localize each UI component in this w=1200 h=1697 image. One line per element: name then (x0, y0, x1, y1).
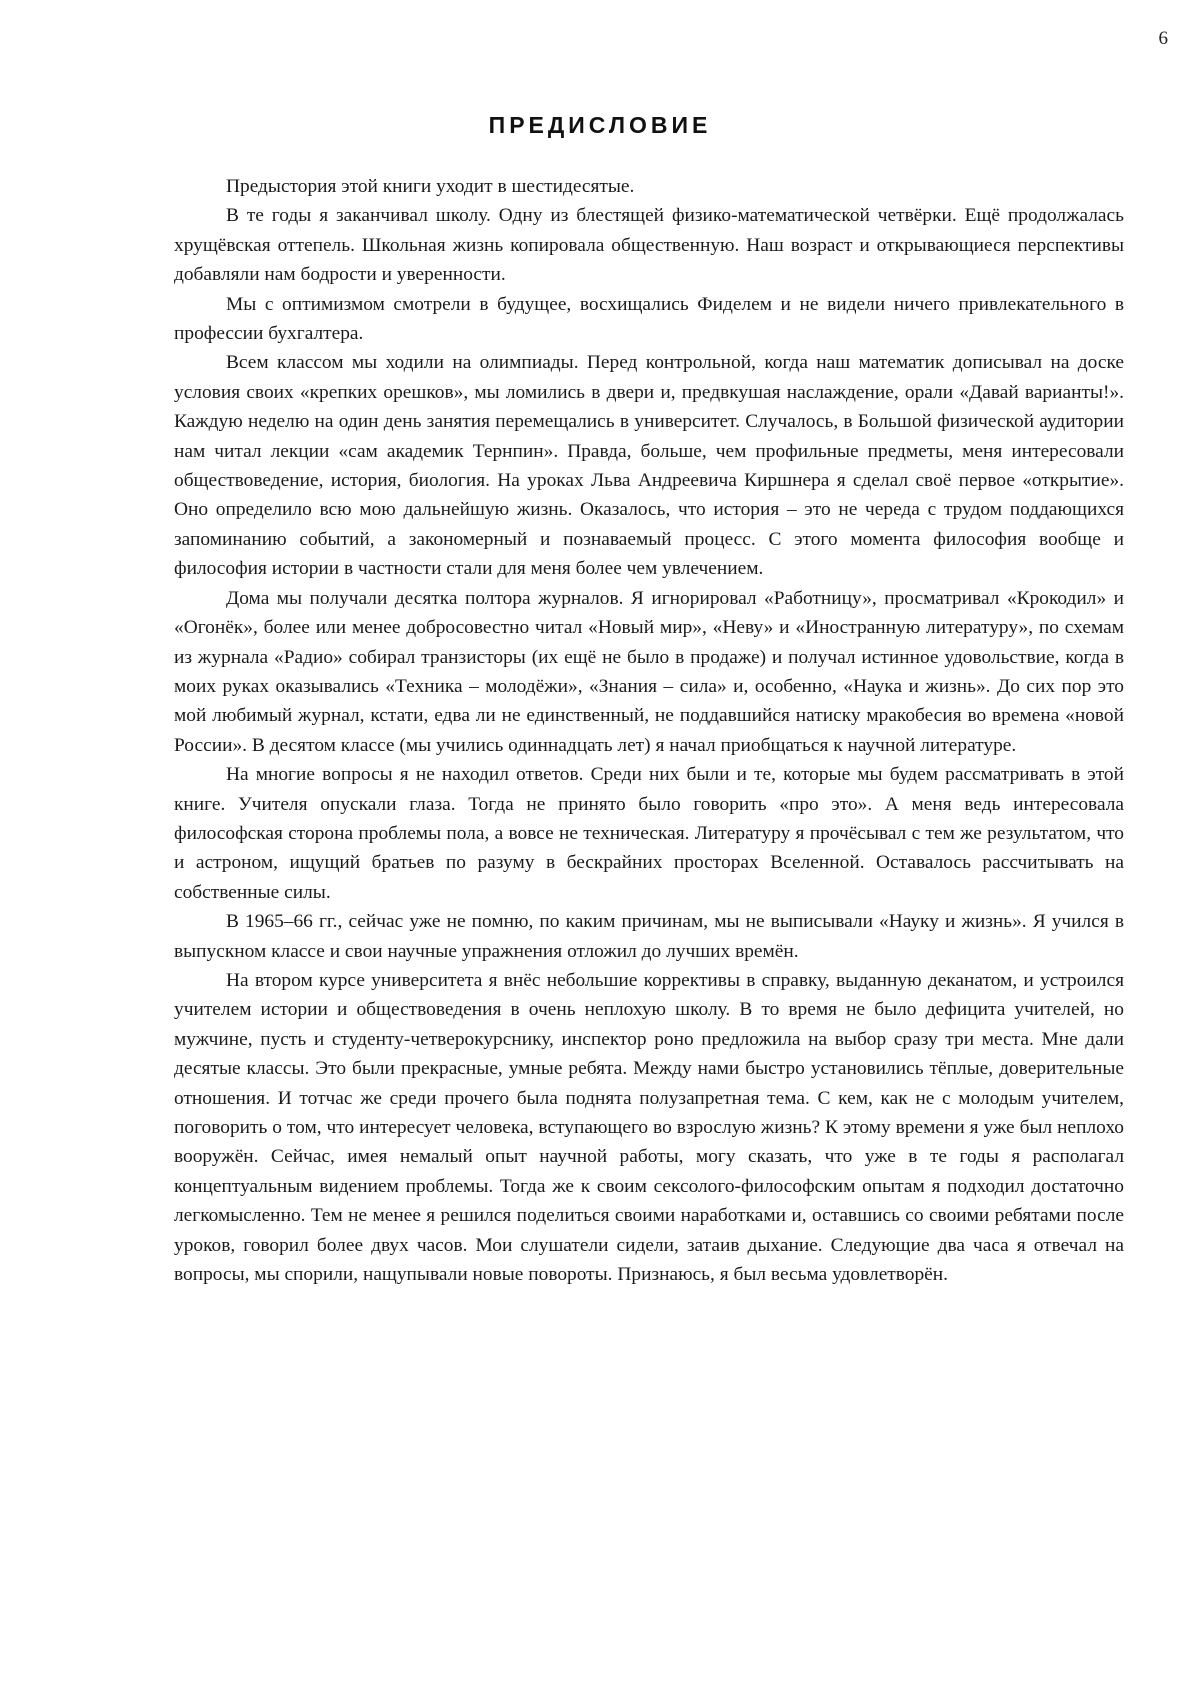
chapter-heading: ПРЕДИСЛОВИЕ (488, 112, 712, 138)
page-number: 6 (1158, 28, 1168, 49)
paragraph: В 1965–66 гг., сейчас уже не помню, по каким причинам, мы не выписывали «Науку и жизнь». Я учился в выпускном классе и свои научные упражнения отложил до лучших времён. (174, 911, 1124, 962)
paragraph: В те годы я заканчивал школу. Одну из блестящей физико-математической четвёрки. Ещё продолжалась хрущёвская оттепель. Школьная жизнь копировала общественную. Наш возраст и открывающиеся перспективы добавляли нам бодрости и уверенности. (174, 205, 1124, 286)
paragraph: Мы с оптимизмом смотрели в будущее, восхищались Фиделем и не видели ничего привлекательного в профессии бухгалтера. (174, 293, 1124, 345)
paragraph: Дома мы получали десятка полтора журналов. Я игнорировал «Работницу», просматривал «Крокодил» и «Огонёк», более или менее добросовестно читал «Новый мир», «Неву» и «Иностранную литературу», по схемам из журнала «Радио» собирал транзисторы (их ещё не было в продаже) и получал истинное удовольствие, когда в моих руках оказывались «Техника – молодёжи», «Знания – сила» и, особенно, «Наука и жизнь». До сих пор это мой любимый журнал, кстати, едва ли не единственный, не поддавшийся натиску мракобесия во времена «новой России». В десятом классе (мы учились одиннадцать лет) я начал приобщаться к научной литературе. (174, 587, 1124, 756)
paragraph: На втором курсе университета я внёс небольшие коррективы в справку, выданную деканатом, и устроился учителем истории и обществоведения в очень неплохую школу. В то время не было дефицита учителей, но мужчине, пусть и студенту-четверокурснику, инспектор роно предложила на выбор сразу три места. Мне дали десятые классы. Это были прекрасные, умные ребята. Между нами быстро установились тёплые, доверительные отношения. И тотчас же среди прочего была поднята полузапретная тема. С кем, как не с молодым учителем, поговорить о том, что интересует человека, вступающего во взрослую жизнь? К этому времени я уже был неплохо вооружён. Сейчас, имея немалый опыт научной работы, могу сказать, что уже в те годы я располагал концептуальным видением проблемы. Тогда же к своим сексолого-философским опытам я подходил достаточно легкомысленно. Тем не менее я решился поделиться своими наработками и, оставшись со своими ребятами после уроков, говорил более двух часов. Мои слушатели сидели, затаив дыхание. Следующие два часа я отвечал на вопросы, мы спорили, нащупывали новые повороты. Признаюсь, я был весьма удовлетворён. (174, 969, 1124, 1286)
paragraph: На многие вопросы я не находил ответов. Среди них были и те, которые мы будем рассматривать в этой книге. Учителя опускали глаза. Тогда не принято было говорить «про это». А меня ведь интересовала философская сторона проблемы пола, а вовсе не техническая. Литературу я прочёсывал с тем же результатом, что и астроном, ищущий братьев по разуму в бескрайних просторах Вселенной. Оставалось рассчитывать на собственные силы. (174, 764, 1124, 903)
paragraph: Всем классом мы ходили на олимпиады. Перед контрольной, когда наш математик дописывал на доске условия своих «крепких орешков», мы ломились в двери и, предвкушая наслаждение, орали «Давай варианты!». Каждую неделю на один день занятия перемещались в университет. Случалось, в Большой физической аудитории нам читал лекции «сам академик Тернпин». Правда, больше, чем профильные предметы, меня интересовали обществоведение, история, биология. На уроках Льва Андреевича Киршнера я сделал своё первое «открытие». Оно определило всю мою дальнейшую жизнь. Оказалось, что история – это не череда с трудом поддающихся запоминанию событий, а закономерный и познаваемый процесс. С этого момента философия вообще и философия истории в частности стали для меня более чем увлечением. (174, 352, 1124, 580)
body-text (174, 172, 1124, 1289)
paragraph: Предыстория этой книги уходит в шестидесятые. (226, 176, 635, 197)
